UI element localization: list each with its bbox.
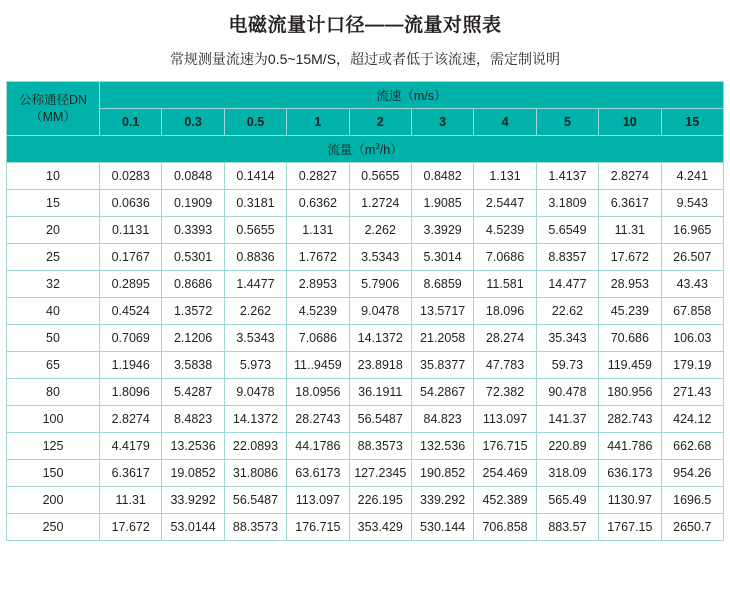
- cell-value: 67.858: [661, 298, 723, 325]
- cell-value: 220.89: [536, 433, 598, 460]
- cell-value: 3.1809: [536, 190, 598, 217]
- cell-value: 59.73: [536, 352, 598, 379]
- cell-value: 883.57: [536, 514, 598, 541]
- cell-value: 0.5655: [224, 217, 286, 244]
- cell-value: 1130.97: [599, 487, 661, 514]
- cell-value: 0.1131: [100, 217, 162, 244]
- cell-value: 0.1909: [162, 190, 224, 217]
- cell-value: 353.429: [349, 514, 411, 541]
- cell-value: 3.5343: [349, 244, 411, 271]
- cell-value: 0.8686: [162, 271, 224, 298]
- cell-value: 1767.15: [599, 514, 661, 541]
- cell-value: 21.2058: [411, 325, 473, 352]
- cell-dn: 15: [7, 190, 100, 217]
- cell-value: 179.19: [661, 352, 723, 379]
- cell-value: 0.0848: [162, 163, 224, 190]
- cell-value: 11.581: [474, 271, 536, 298]
- cell-value: 1.4477: [224, 271, 286, 298]
- table-row: [7, 352, 724, 379]
- cell-value: 0.2827: [287, 163, 349, 190]
- cell-value: 190.852: [411, 460, 473, 487]
- cell-value: 18.096: [474, 298, 536, 325]
- cell-value: 119.459: [599, 352, 661, 379]
- cell-value: 1.8096: [100, 379, 162, 406]
- cell-value: 0.6362: [287, 190, 349, 217]
- cell-value: 47.783: [474, 352, 536, 379]
- cell-value: 282.743: [599, 406, 661, 433]
- cell-value: 271.43: [661, 379, 723, 406]
- cell-value: 17.672: [100, 514, 162, 541]
- header-speed-value: 0.5: [224, 109, 286, 136]
- cell-value: 141.37: [536, 406, 598, 433]
- cell-value: 0.5301: [162, 244, 224, 271]
- cell-value: 4.5239: [474, 217, 536, 244]
- cell-value: 3.5838: [162, 352, 224, 379]
- cell-value: 8.8357: [536, 244, 598, 271]
- header-row-speed-values: [7, 109, 724, 136]
- cell-dn: 20: [7, 217, 100, 244]
- cell-value: 1.131: [474, 163, 536, 190]
- cell-dn: 100: [7, 406, 100, 433]
- table-row: [7, 514, 724, 541]
- dn-label-line2: （MM）: [30, 109, 76, 124]
- header-cell-dn: [7, 82, 100, 136]
- cell-value: 706.858: [474, 514, 536, 541]
- cell-value: 11..9459: [287, 352, 349, 379]
- cell-value: 16.965: [661, 217, 723, 244]
- cell-value: 14.477: [536, 271, 598, 298]
- cell-value: 33.9292: [162, 487, 224, 514]
- cell-value: 2.8953: [287, 271, 349, 298]
- cell-value: 14.1372: [224, 406, 286, 433]
- table-row: [7, 460, 724, 487]
- cell-value: 35.343: [536, 325, 598, 352]
- cell-value: 565.49: [536, 487, 598, 514]
- cell-value: 113.097: [287, 487, 349, 514]
- cell-value: 5.6549: [536, 217, 598, 244]
- table-row: [7, 433, 724, 460]
- cell-value: 3.3929: [411, 217, 473, 244]
- cell-value: 1.9085: [411, 190, 473, 217]
- cell-value: 4.241: [661, 163, 723, 190]
- cell-value: 18.0956: [287, 379, 349, 406]
- cell-value: 44.1786: [287, 433, 349, 460]
- cell-value: 28.953: [599, 271, 661, 298]
- cell-value: 1.4137: [536, 163, 598, 190]
- cell-value: 43.43: [661, 271, 723, 298]
- cell-value: 339.292: [411, 487, 473, 514]
- cell-value: 452.389: [474, 487, 536, 514]
- cell-dn: 10: [7, 163, 100, 190]
- cell-value: 90.478: [536, 379, 598, 406]
- header-speed-value: 15: [661, 109, 723, 136]
- cell-value: 6.3617: [599, 190, 661, 217]
- cell-value: 54.2867: [411, 379, 473, 406]
- page-title: 电磁流量计口径——流量对照表: [228, 15, 502, 36]
- cell-value: 31.8086: [224, 460, 286, 487]
- cell-value: 28.274: [474, 325, 536, 352]
- cell-value: 88.3573: [224, 514, 286, 541]
- table-row: [7, 190, 724, 217]
- cell-dn: 250: [7, 514, 100, 541]
- flowrate-superscript: 3: [375, 141, 380, 151]
- table-row: [7, 406, 724, 433]
- cell-value: 11.31: [599, 217, 661, 244]
- cell-value: 19.0852: [162, 460, 224, 487]
- header-speed-value: 1: [287, 109, 349, 136]
- header-row-speed: [7, 82, 724, 109]
- cell-value: 23.8918: [349, 352, 411, 379]
- cell-value: 2.262: [349, 217, 411, 244]
- cell-value: 36.1911: [349, 379, 411, 406]
- cell-dn: 50: [7, 325, 100, 352]
- cell-value: 127.2345: [349, 460, 411, 487]
- cell-value: 180.956: [599, 379, 661, 406]
- cell-value: 9.543: [661, 190, 723, 217]
- cell-value: 4.4179: [100, 433, 162, 460]
- cell-value: 318.09: [536, 460, 598, 487]
- cell-value: 1.2724: [349, 190, 411, 217]
- cell-value: 63.6173: [287, 460, 349, 487]
- cell-value: 13.5717: [411, 298, 473, 325]
- table-row: [7, 487, 724, 514]
- cell-value: 14.1372: [349, 325, 411, 352]
- document-page: [0, 10, 730, 598]
- cell-value: 22.62: [536, 298, 598, 325]
- cell-value: 2.262: [224, 298, 286, 325]
- cell-value: 13.2536: [162, 433, 224, 460]
- cell-value: 0.0636: [100, 190, 162, 217]
- cell-value: 441.786: [599, 433, 661, 460]
- cell-value: 5.4287: [162, 379, 224, 406]
- cell-value: 254.469: [474, 460, 536, 487]
- cell-value: 0.1767: [100, 244, 162, 271]
- header-row-flowrate: [7, 136, 724, 163]
- cell-value: 53.0144: [162, 514, 224, 541]
- cell-value: 28.2743: [287, 406, 349, 433]
- header-speed-value: 2: [349, 109, 411, 136]
- header-cell-flowrate: [7, 136, 724, 163]
- cell-value: 226.195: [349, 487, 411, 514]
- cell-value: 3.5343: [224, 325, 286, 352]
- cell-dn: 40: [7, 298, 100, 325]
- flowrate-prefix: 流量（m: [327, 143, 376, 157]
- flow-comparison-table: [6, 81, 724, 541]
- cell-dn: 25: [7, 244, 100, 271]
- cell-value: 5.973: [224, 352, 286, 379]
- cell-dn: 200: [7, 487, 100, 514]
- table-row: [7, 244, 724, 271]
- cell-value: 11.31: [100, 487, 162, 514]
- cell-value: 0.7069: [100, 325, 162, 352]
- cell-value: 2.8274: [100, 406, 162, 433]
- table-row: [7, 271, 724, 298]
- header-speed-value: 10: [599, 109, 661, 136]
- cell-value: 22.0893: [224, 433, 286, 460]
- cell-value: 530.144: [411, 514, 473, 541]
- cell-dn: 80: [7, 379, 100, 406]
- cell-value: 9.0478: [224, 379, 286, 406]
- cell-value: 8.4823: [162, 406, 224, 433]
- cell-value: 17.672: [599, 244, 661, 271]
- cell-dn: 150: [7, 460, 100, 487]
- dn-label-line1: 公称通径DN: [18, 92, 88, 107]
- cell-dn: 125: [7, 433, 100, 460]
- cell-value: 1.131: [287, 217, 349, 244]
- table-header: [7, 82, 724, 163]
- header-speed-value: 5: [536, 109, 598, 136]
- cell-value: 6.3617: [100, 460, 162, 487]
- cell-dn: 65: [7, 352, 100, 379]
- header-cell-speed: 流速（m/s）: [100, 82, 724, 109]
- cell-value: 176.715: [474, 433, 536, 460]
- cell-value: 5.7906: [349, 271, 411, 298]
- header-speed-value: 0.3: [162, 109, 224, 136]
- header-speed-value: 4: [474, 109, 536, 136]
- cell-value: 1696.5: [661, 487, 723, 514]
- cell-value: 132.536: [411, 433, 473, 460]
- cell-value: 0.3181: [224, 190, 286, 217]
- cell-value: 2650.7: [661, 514, 723, 541]
- cell-value: 176.715: [287, 514, 349, 541]
- cell-value: 8.6859: [411, 271, 473, 298]
- cell-value: 1.1946: [100, 352, 162, 379]
- cell-value: 662.68: [661, 433, 723, 460]
- cell-value: 0.8836: [224, 244, 286, 271]
- cell-value: 424.12: [661, 406, 723, 433]
- cell-value: 88.3573: [349, 433, 411, 460]
- cell-value: 70.686: [599, 325, 661, 352]
- cell-value: 113.097: [474, 406, 536, 433]
- table-row: [7, 217, 724, 244]
- table-row: [7, 325, 724, 352]
- cell-value: 4.5239: [287, 298, 349, 325]
- cell-value: 636.173: [599, 460, 661, 487]
- cell-value: 5.3014: [411, 244, 473, 271]
- cell-value: 0.3393: [162, 217, 224, 244]
- cell-value: 106.03: [661, 325, 723, 352]
- cell-value: 0.1414: [224, 163, 286, 190]
- flowrate-suffix: /h）: [379, 143, 403, 157]
- cell-value: 0.5655: [349, 163, 411, 190]
- cell-value: 26.507: [661, 244, 723, 271]
- cell-value: 2.1206: [162, 325, 224, 352]
- cell-value: 2.8274: [599, 163, 661, 190]
- cell-value: 9.0478: [349, 298, 411, 325]
- page-subtitle: 常规测量流速为0.5~15M/S，超过或者低于该流速，需定制说明: [169, 51, 561, 67]
- cell-value: 7.0686: [287, 325, 349, 352]
- cell-value: 7.0686: [474, 244, 536, 271]
- cell-value: 0.4524: [100, 298, 162, 325]
- table-body: [7, 163, 724, 541]
- cell-value: 72.382: [474, 379, 536, 406]
- cell-dn: 32: [7, 271, 100, 298]
- cell-value: 0.2895: [100, 271, 162, 298]
- cell-value: 0.8482: [411, 163, 473, 190]
- cell-value: 84.823: [411, 406, 473, 433]
- table-row: [7, 298, 724, 325]
- cell-value: 2.5447: [474, 190, 536, 217]
- header-speed-value: 0.1: [100, 109, 162, 136]
- cell-value: 35.8377: [411, 352, 473, 379]
- cell-value: 56.5487: [349, 406, 411, 433]
- cell-value: 56.5487: [224, 487, 286, 514]
- cell-value: 0.0283: [100, 163, 162, 190]
- header-speed-value: 3: [411, 109, 473, 136]
- table-row: [7, 163, 724, 190]
- cell-value: 1.7672: [287, 244, 349, 271]
- cell-value: 954.26: [661, 460, 723, 487]
- table-row: [7, 379, 724, 406]
- cell-value: 45.239: [599, 298, 661, 325]
- cell-value: 1.3572: [162, 298, 224, 325]
